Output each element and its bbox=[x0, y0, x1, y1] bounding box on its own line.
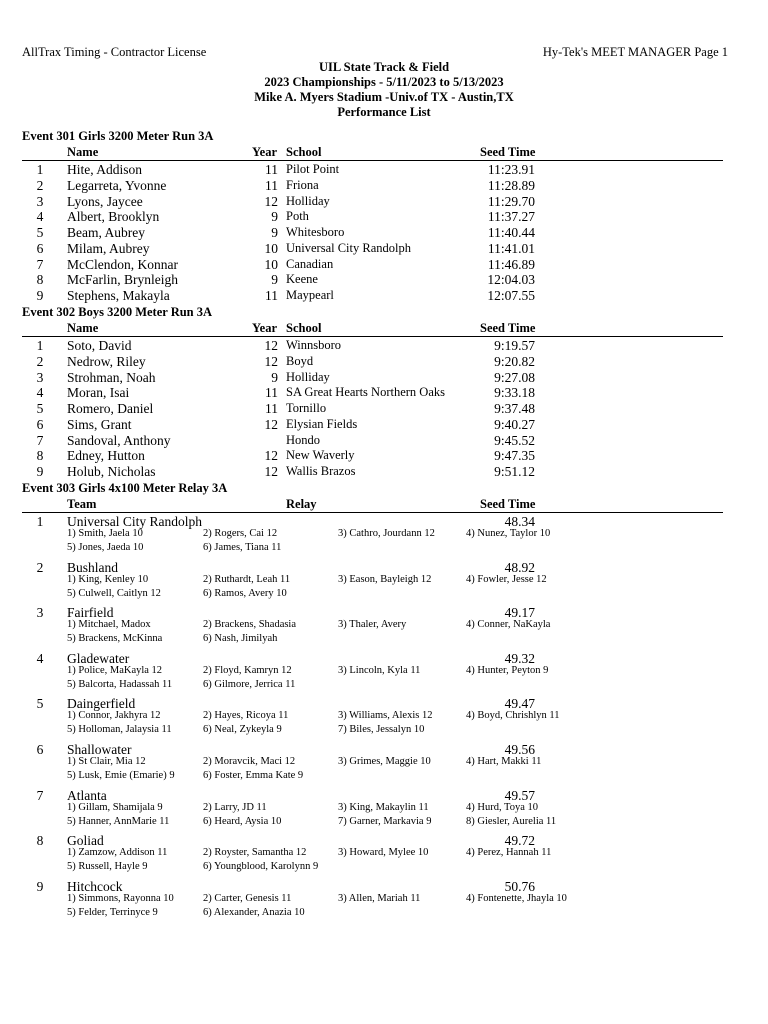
relay-runner: 6) James, Tiana 11 bbox=[203, 542, 282, 553]
seed-time: 9:20.82 bbox=[494, 354, 535, 369]
place: 5 bbox=[36, 225, 44, 240]
athlete-year: 10 bbox=[264, 241, 278, 256]
relay-runner: 4) Fontenette, Jhayla 10 bbox=[466, 893, 567, 904]
meet-title-line: 2023 Championships - 5/11/2023 to 5/13/2023 bbox=[264, 75, 504, 89]
school-name: Wallis Brazos bbox=[286, 464, 356, 478]
team-name: Hitchcock bbox=[67, 879, 123, 894]
relay-runner: 6) Ramos, Avery 10 bbox=[203, 588, 287, 599]
relay-runner: 3) Allen, Mariah 11 bbox=[338, 893, 421, 904]
school-name: Poth bbox=[286, 209, 309, 223]
relay-runner: 1) King, Kenley 10 bbox=[67, 574, 149, 585]
athlete-name: Lyons, Jaycee bbox=[67, 194, 143, 209]
school-name: Elysian Fields bbox=[286, 417, 358, 431]
column-header-row bbox=[0, 145, 768, 160]
result-row bbox=[0, 448, 768, 464]
team-name: Shallowater bbox=[67, 742, 132, 757]
col-header-year: Year bbox=[252, 145, 277, 159]
relay-legs-row bbox=[0, 847, 768, 862]
seed-time: 49.17 bbox=[504, 605, 535, 620]
athlete-year: 12 bbox=[264, 464, 278, 479]
seed-time: 49.32 bbox=[504, 651, 535, 666]
seed-time: 9:19.57 bbox=[494, 338, 535, 353]
place: 5 bbox=[36, 401, 44, 416]
relay-runner: 5) Jones, Jaeda 10 bbox=[67, 542, 144, 553]
header-left-text: AllTrax Timing - Contractor License bbox=[22, 45, 207, 59]
result-row bbox=[0, 354, 768, 370]
relay-runner: 2) Ruthardt, Leah 11 bbox=[203, 574, 291, 585]
relay-runner: 3) Grimes, Maggie 10 bbox=[338, 756, 431, 767]
relay-runner: 3) Thaler, Avery bbox=[338, 619, 407, 630]
seed-time: 9:37.48 bbox=[494, 401, 535, 416]
school-name: Keene bbox=[286, 272, 318, 286]
athlete-name: Sims, Grant bbox=[67, 417, 132, 432]
relay-legs-row bbox=[0, 665, 768, 680]
place: 5 bbox=[36, 696, 44, 711]
athlete-year: 9 bbox=[271, 209, 278, 224]
relay-runner: 5) Russell, Hayle 9 bbox=[67, 861, 148, 872]
relay-runner: 8) Giesler, Aurelia 11 bbox=[466, 816, 557, 827]
athlete-name: Legarreta, Yvonne bbox=[67, 178, 167, 193]
relay-legs-row bbox=[0, 588, 768, 603]
seed-time: 9:27.08 bbox=[494, 370, 535, 385]
athlete-name: Albert, Brooklyn bbox=[67, 209, 160, 224]
relay-runner: 4) Conner, NaKayla bbox=[466, 619, 551, 630]
seed-time: 48.92 bbox=[504, 560, 535, 575]
athlete-name: Beam, Aubrey bbox=[67, 225, 145, 240]
school-name: Friona bbox=[286, 178, 319, 192]
col-header-team: Team bbox=[67, 497, 97, 511]
relay-legs-row bbox=[0, 710, 768, 725]
team-name: Universal City Randolph bbox=[67, 514, 202, 529]
athlete-name: McClendon, Konnar bbox=[67, 257, 178, 272]
relay-runner: 4) Hart, Makki 11 bbox=[466, 756, 542, 767]
result-row bbox=[0, 241, 768, 257]
header-right-text: Hy-Tek's MEET MANAGER Page 1 bbox=[542, 45, 728, 59]
team-name: Daingerfield bbox=[67, 696, 136, 711]
seed-time: 9:47.35 bbox=[494, 448, 535, 463]
seed-time: 49.47 bbox=[504, 696, 535, 711]
school-name: Holliday bbox=[286, 370, 330, 384]
athlete-year: 10 bbox=[264, 257, 278, 272]
col-header-relay: Relay bbox=[286, 497, 317, 511]
relay-runner: 3) Eason, Bayleigh 12 bbox=[338, 574, 432, 585]
seed-time: 9:33.18 bbox=[494, 385, 535, 400]
relay-runner: 3) Cathro, Jourdann 12 bbox=[338, 528, 435, 539]
relay-runner: 1) Smith, Jaela 10 bbox=[67, 528, 143, 539]
result-row bbox=[0, 272, 768, 288]
relay-runner: 6) Nash, Jimilyah bbox=[203, 633, 278, 644]
result-row bbox=[0, 433, 768, 449]
place: 9 bbox=[36, 288, 44, 303]
team-name: Goliad bbox=[67, 833, 104, 848]
school-name: Canadian bbox=[286, 257, 334, 271]
place: 2 bbox=[36, 354, 44, 369]
relay-runner: 5) Hanner, AnnMarie 11 bbox=[67, 816, 170, 827]
athlete-name: Sandoval, Anthony bbox=[67, 433, 171, 448]
result-row bbox=[0, 288, 768, 304]
relay-runner: 7) Biles, Jessalyn 10 bbox=[338, 724, 425, 735]
result-row bbox=[0, 401, 768, 417]
relay-runner: 2) Larry, JD 11 bbox=[203, 802, 267, 813]
meet-title bbox=[0, 60, 768, 120]
seed-time: 9:45.52 bbox=[494, 433, 535, 448]
relay-runner: 6) Youngblood, Karolynn 9 bbox=[203, 861, 319, 872]
athlete-name: Romero, Daniel bbox=[67, 401, 154, 416]
athlete-name: Moran, Isai bbox=[67, 385, 130, 400]
meet-title-line: Mike A. Myers Stadium -Univ.of TX - Austin,TX bbox=[254, 90, 514, 104]
athlete-year: 11 bbox=[265, 288, 278, 303]
seed-time: 50.76 bbox=[504, 879, 535, 894]
result-row bbox=[0, 162, 768, 178]
team-name: Bushland bbox=[67, 560, 119, 575]
col-header-school: School bbox=[286, 145, 322, 159]
relay-runner: 2) Rogers, Cai 12 bbox=[203, 528, 278, 539]
place: 2 bbox=[36, 560, 44, 575]
athlete-name: Soto, David bbox=[67, 338, 132, 353]
relay-legs-row bbox=[0, 770, 768, 785]
result-row bbox=[0, 209, 768, 225]
header-rule bbox=[22, 160, 723, 161]
athlete-name: Holub, Nicholas bbox=[67, 464, 156, 479]
result-row bbox=[0, 385, 768, 401]
relay-runner: 6) Neal, Zykeyla 9 bbox=[203, 724, 282, 735]
athlete-year: 12 bbox=[264, 338, 278, 353]
seed-time: 49.72 bbox=[504, 833, 535, 848]
event-title: Event 303 Girls 4x100 Meter Relay 3A bbox=[22, 481, 228, 495]
place: 4 bbox=[36, 651, 44, 666]
place: 3 bbox=[36, 370, 44, 385]
athlete-year: 11 bbox=[265, 385, 278, 400]
relay-runner: 1) St Clair, Mia 12 bbox=[67, 756, 146, 767]
relay-runner: 3) King, Makaylin 11 bbox=[338, 802, 429, 813]
relay-runner: 4) Nunez, Taylor 10 bbox=[466, 528, 551, 539]
place: 3 bbox=[36, 605, 44, 620]
place: 2 bbox=[36, 178, 44, 193]
relay-runner: 3) Williams, Alexis 12 bbox=[338, 710, 433, 721]
seed-time: 11:28.89 bbox=[487, 178, 535, 193]
relay-runner: 4) Perez, Hannah 11 bbox=[466, 847, 552, 858]
seed-time: 11:41.01 bbox=[487, 241, 535, 256]
result-row bbox=[0, 194, 768, 210]
place: 7 bbox=[36, 788, 44, 803]
col-header-year: Year bbox=[252, 321, 277, 335]
place: 9 bbox=[36, 879, 44, 894]
header-rule bbox=[22, 512, 723, 513]
athlete-year: 9 bbox=[271, 272, 278, 287]
place: 7 bbox=[36, 257, 44, 272]
result-row bbox=[0, 338, 768, 354]
athlete-name: Edney, Hutton bbox=[67, 448, 145, 463]
place: 1 bbox=[36, 162, 44, 177]
seed-time: 11:37.27 bbox=[487, 209, 535, 224]
place: 9 bbox=[36, 464, 44, 479]
athlete-year: 12 bbox=[264, 354, 278, 369]
relay-runner: 3) Howard, Mylee 10 bbox=[338, 847, 429, 858]
col-header-name: Name bbox=[67, 321, 99, 335]
relay-runner: 1) Police, MaKayla 12 bbox=[67, 665, 163, 676]
athlete-name: Nedrow, Riley bbox=[67, 354, 146, 369]
seed-time: 11:46.89 bbox=[487, 257, 535, 272]
relay-runner: 2) Brackens, Shadasia bbox=[203, 619, 297, 630]
relay-runner: 6) Alexander, Anazia 10 bbox=[203, 907, 305, 918]
seed-time: 12:04.03 bbox=[487, 272, 535, 287]
result-row bbox=[0, 178, 768, 194]
relay-runner: 5) Culwell, Caitlyn 12 bbox=[67, 588, 161, 599]
place: 7 bbox=[36, 433, 44, 448]
athlete-name: McFarlin, Brynleigh bbox=[67, 272, 178, 287]
place: 1 bbox=[36, 338, 44, 353]
relay-runner: 5) Felder, Terrinyce 9 bbox=[67, 907, 158, 918]
col-header-seed: Seed Time bbox=[480, 321, 536, 335]
relay-runner: 1) Zamzow, Addison 11 bbox=[67, 847, 168, 858]
athlete-year: 11 bbox=[265, 401, 278, 416]
relay-runner: 6) Foster, Emma Kate 9 bbox=[203, 770, 304, 781]
relay-runner: 2) Moravcik, Maci 12 bbox=[203, 756, 296, 767]
relay-runner: 1) Mitchael, Madox bbox=[67, 619, 151, 630]
place: 6 bbox=[36, 417, 44, 432]
relay-runner: 1) Connor, Jakhyra 12 bbox=[67, 710, 161, 721]
relay-legs-row bbox=[0, 619, 768, 634]
athlete-year: 9 bbox=[271, 370, 278, 385]
relay-runner: 5) Holloman, Jalaysia 11 bbox=[67, 724, 172, 735]
school-name: Hondo bbox=[286, 433, 321, 447]
relay-runner: 7) Garner, Markavia 9 bbox=[338, 816, 432, 827]
seed-time: 11:29.70 bbox=[487, 194, 535, 209]
relay-legs-row bbox=[0, 816, 768, 831]
relay-legs-row bbox=[0, 528, 768, 543]
place: 8 bbox=[36, 833, 44, 848]
school-name: Boyd bbox=[286, 354, 314, 368]
athlete-year: 9 bbox=[271, 225, 278, 240]
seed-time: 12:07.55 bbox=[487, 288, 535, 303]
relay-legs-row bbox=[0, 907, 768, 922]
relay-legs-row bbox=[0, 542, 768, 557]
athlete-name: Stephens, Makayla bbox=[67, 288, 170, 303]
relay-runner: 2) Floyd, Kamryn 12 bbox=[203, 665, 292, 676]
result-row bbox=[0, 370, 768, 386]
relay-runner: 2) Royster, Samantha 12 bbox=[203, 847, 307, 858]
header-rule bbox=[22, 336, 723, 337]
column-header-row bbox=[0, 321, 768, 336]
seed-time: 9:40.27 bbox=[494, 417, 535, 432]
event-title: Event 302 Boys 3200 Meter Run 3A bbox=[22, 305, 213, 319]
relay-legs-row bbox=[0, 633, 768, 648]
athlete-year: 12 bbox=[264, 417, 278, 432]
school-name: Tornillo bbox=[286, 401, 327, 415]
relay-runner: 4) Hurd, Toya 10 bbox=[466, 802, 538, 813]
relay-runner: 5) Lusk, Emie (Emarie) 9 bbox=[67, 770, 175, 781]
relay-legs-row bbox=[0, 861, 768, 876]
place: 8 bbox=[36, 272, 44, 287]
relay-runner: 1) Gillam, Shamijala 9 bbox=[67, 802, 163, 813]
relay-runner: 5) Balcorta, Hadassah 11 bbox=[67, 679, 173, 690]
team-name: Gladewater bbox=[67, 651, 130, 666]
place: 1 bbox=[36, 514, 44, 529]
team-name: Fairfield bbox=[67, 605, 114, 620]
relay-runner: 6) Gilmore, Jerrica 11 bbox=[203, 679, 296, 690]
athlete-name: Strohman, Noah bbox=[67, 370, 156, 385]
column-header-row bbox=[0, 497, 768, 512]
event-title: Event 301 Girls 3200 Meter Run 3A bbox=[22, 129, 214, 143]
relay-runner: 1) Simmons, Rayonna 10 bbox=[67, 893, 174, 904]
relay-runner: 2) Carter, Genesis 11 bbox=[203, 893, 292, 904]
athlete-year: 11 bbox=[265, 162, 278, 177]
place: 3 bbox=[36, 194, 44, 209]
athlete-name: Milam, Aubrey bbox=[67, 241, 150, 256]
team-name: Atlanta bbox=[67, 788, 107, 803]
place: 6 bbox=[36, 742, 44, 757]
relay-legs-row bbox=[0, 893, 768, 908]
athlete-name: Hite, Addison bbox=[67, 162, 143, 177]
relay-legs-row bbox=[0, 724, 768, 739]
meet-title-line: Performance List bbox=[337, 105, 431, 119]
seed-time: 48.34 bbox=[504, 514, 535, 529]
school-name: SA Great Hearts Northern Oaks bbox=[286, 385, 445, 399]
relay-runner: 6) Heard, Aysia 10 bbox=[203, 816, 282, 827]
relay-runner: 5) Brackens, McKinna bbox=[67, 633, 163, 644]
col-header-school: School bbox=[286, 321, 322, 335]
relay-legs-row bbox=[0, 574, 768, 589]
col-header-name: Name bbox=[67, 145, 99, 159]
relay-runner: 4) Fowler, Jesse 12 bbox=[466, 574, 547, 585]
school-name: Winnsboro bbox=[286, 338, 342, 352]
school-name: Whitesboro bbox=[286, 225, 345, 239]
seed-time: 49.57 bbox=[504, 788, 535, 803]
school-name: Maypearl bbox=[286, 288, 334, 302]
school-name: New Waverly bbox=[286, 448, 355, 462]
relay-legs-row bbox=[0, 679, 768, 694]
relay-legs-row bbox=[0, 802, 768, 817]
meet-title-line: UIL State Track & Field bbox=[318, 60, 450, 74]
relay-runner: 4) Boyd, Chrishlyn 11 bbox=[466, 710, 560, 721]
seed-time: 11:23.91 bbox=[487, 162, 535, 177]
athlete-year: 12 bbox=[264, 448, 278, 463]
place: 4 bbox=[36, 385, 44, 400]
seed-time: 9:51.12 bbox=[494, 464, 535, 479]
col-header-seed: Seed Time bbox=[480, 497, 536, 511]
result-row bbox=[0, 417, 768, 433]
result-row bbox=[0, 225, 768, 241]
relay-runner: 2) Hayes, Ricoya 11 bbox=[203, 710, 289, 721]
athlete-year: 11 bbox=[265, 178, 278, 193]
col-header-seed: Seed Time bbox=[480, 145, 536, 159]
school-name: Pilot Point bbox=[286, 162, 340, 176]
place: 6 bbox=[36, 241, 44, 256]
relay-legs-row bbox=[0, 756, 768, 771]
school-name: Universal City Randolph bbox=[286, 241, 411, 255]
place: 4 bbox=[36, 209, 44, 224]
athlete-year: 12 bbox=[264, 194, 278, 209]
seed-time: 11:40.44 bbox=[487, 225, 535, 240]
relay-runner: 4) Hunter, Peyton 9 bbox=[466, 665, 549, 676]
place: 8 bbox=[36, 448, 44, 463]
seed-time: 49.56 bbox=[504, 742, 535, 757]
result-row bbox=[0, 257, 768, 273]
relay-runner: 3) Lincoln, Kyla 11 bbox=[338, 665, 421, 676]
result-row bbox=[0, 464, 768, 480]
school-name: Holliday bbox=[286, 194, 330, 208]
